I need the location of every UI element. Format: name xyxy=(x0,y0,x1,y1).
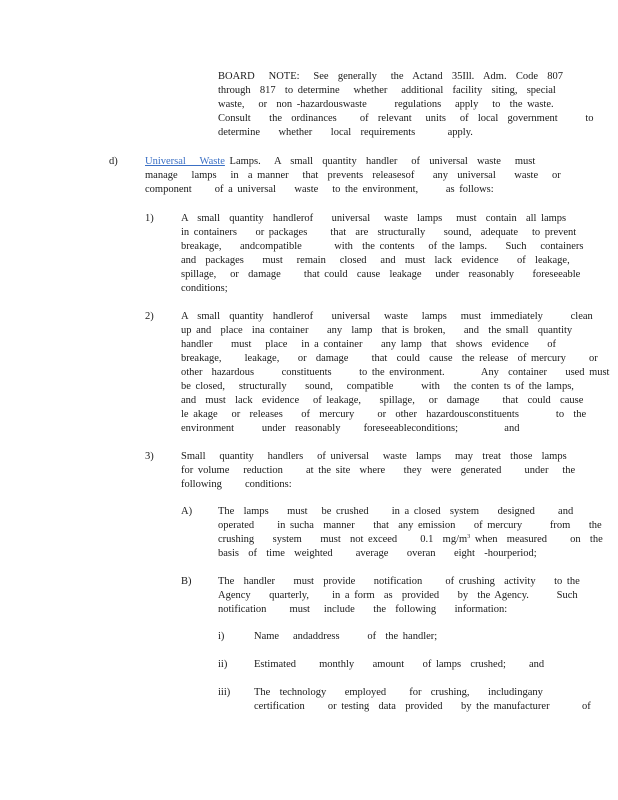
subsubitem-line: The technology employed for crushing, includingany xyxy=(254,687,543,698)
subsubitem-label: iii) xyxy=(218,687,231,698)
subsubitem-line: Name andaddress of the handler; xyxy=(254,631,438,642)
universal-waste-link[interactable]: Universal Waste xyxy=(145,156,225,167)
item-line: environment under reasonably foreseeableconditions; and xyxy=(181,423,520,434)
item-label: 2) xyxy=(145,311,154,322)
subsubitem-line: certification or testing data provided by the manufacturer of xyxy=(254,701,591,712)
item-line: for volume reduction at the site where they were generated under the xyxy=(181,465,576,476)
subsubitem-label: i) xyxy=(218,631,225,642)
subitem-label: B) xyxy=(181,576,192,587)
item-line: and packages must remain closed and must lack evidence of leakage, xyxy=(181,255,570,266)
item-line: A small quantity handlerof universal waste lamps must immediately clean xyxy=(181,311,593,322)
subitem-line-text: crushing system must not exceed 0.1 mg/m xyxy=(218,534,468,545)
superscript: 3 xyxy=(467,534,471,540)
item-line: be closed, structurally sound, compatible with the conten ts of the lamps, xyxy=(181,381,574,392)
item-line: other hazardous constituents to the environment. Any container used must xyxy=(181,367,610,378)
subitem-line xyxy=(218,533,603,547)
item-label: 1) xyxy=(145,213,154,224)
section-label: d) xyxy=(109,156,118,167)
subitem-line: basis of time weighted average overan eight -hourperiod; xyxy=(218,548,537,559)
item-line: conditions; xyxy=(181,283,228,294)
board-note-line: waste, or non -hazardouswaste regulations apply to the waste. xyxy=(218,99,554,110)
board-note-line: BOARD NOTE: See generally the Actand 35Ill. Adm. Code 807 xyxy=(218,71,563,82)
subsubitem-line: Estimated monthly amount of lamps crushed; and xyxy=(254,659,545,670)
subsubitem-label: ii) xyxy=(218,659,228,670)
item-line: handler must place in a container any lamp that shows evidence of xyxy=(181,339,557,350)
board-note-line: through 817 to determine whether additional facility siting, special xyxy=(218,85,556,96)
subitem-line: operated in sucha manner that any emission of mercury from the xyxy=(218,520,602,531)
item-label: 3) xyxy=(145,451,154,462)
item-line: up and place ina container any lamp that is broken, and the small quantity xyxy=(181,325,573,336)
section-heading-line xyxy=(145,155,535,169)
item-line: breakage, leakage, or damage that could cause the release of mercury or xyxy=(181,353,598,364)
subitem-label: A) xyxy=(181,506,193,517)
subitem-line-text: when measured on the xyxy=(470,534,603,545)
section-line: manage lamps in a manner that prevents releasesof any universal waste or xyxy=(145,170,561,181)
item-line: following conditions: xyxy=(181,479,292,490)
item-line: A small quantity handlerof universal waste lamps must contain all lamps xyxy=(181,213,567,224)
item-line: le akage or releases of mercury or other hazardousconstituents to the xyxy=(181,409,587,420)
subitem-line: notification must include the following information: xyxy=(218,604,508,615)
subitem-line: Agency quarterly, in a form as provided by the Agency. Such xyxy=(218,590,578,601)
item-line: and must lack evidence of leakage, spillage, or damage that could cause xyxy=(181,395,584,406)
board-note-line: determine whether local requirements apply. xyxy=(218,127,473,138)
item-line: Small quantity handlers of universal waste lamps may treat those lamps xyxy=(181,451,567,462)
item-line: breakage, andcompatible with the contents of the lamps. Such containers xyxy=(181,241,584,252)
item-line: spillage, or damage that could cause leakage under reasonably foreseeable xyxy=(181,269,581,280)
item-line: in containers or packages that are structurally sound, adequate to prevent xyxy=(181,227,577,238)
section-line: component of a universal waste to the environment, as follows: xyxy=(145,184,494,195)
subitem-line: The lamps must be crushed in a closed system designed and xyxy=(218,506,574,517)
board-note-line: Consult the ordinances of relevant units of local government to xyxy=(218,113,594,124)
subitem-line: The handler must provide notification of crushing activity to the xyxy=(218,576,580,587)
section-heading-text: Lamps. A small quantity handler of universal waste must xyxy=(224,156,536,167)
